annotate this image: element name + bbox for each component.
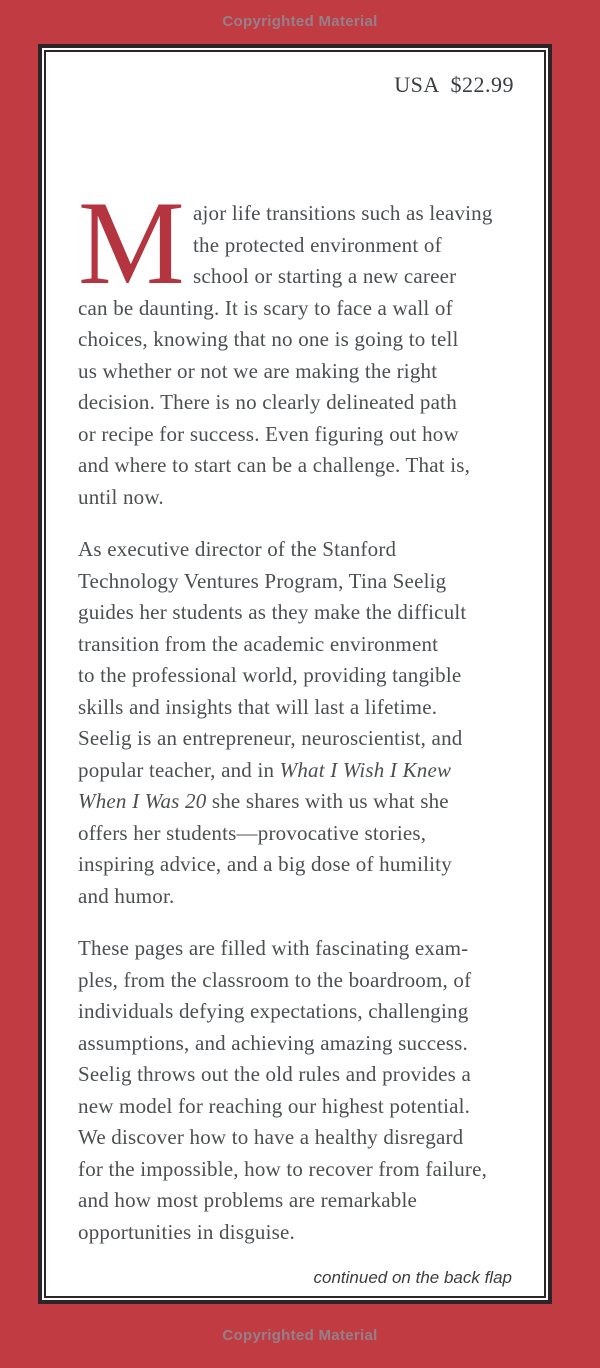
text-segment: and where to start can be a challenge. That is,: [78, 453, 471, 477]
text-segment: for the impossible, how to recover from failure,: [78, 1156, 488, 1181]
text-line: [78, 660, 530, 692]
text-segment: and how most problems are remarkable: [78, 1188, 418, 1212]
text-segment: or recipe for success. Even figuring out how: [78, 421, 459, 446]
text-line: [78, 818, 530, 850]
text-line: [78, 450, 530, 482]
text-segment: she shares with us what she: [206, 789, 449, 813]
text-segment: guides her students as they make the difficult: [78, 600, 467, 624]
text-segment: offers her students—provocative stories,: [78, 820, 427, 845]
paragraph: [78, 933, 530, 1248]
text-segment: Technology Ventures Program, Tina Seelig: [78, 568, 447, 593]
text-segment: What I Wish I Knew: [279, 757, 452, 782]
text-segment: skills and insights that will last a lifetime.: [78, 694, 438, 719]
text-segment: individuals defying expectations, challenging: [78, 999, 469, 1023]
text-line: [78, 1122, 530, 1154]
text-line: [78, 881, 530, 913]
text-segment: opportunities in disguise.: [78, 1219, 295, 1244]
text-line: [78, 324, 530, 356]
text-segment: These pages are filled with fascinating exam-: [78, 936, 469, 960]
text-segment: until now.: [78, 484, 164, 509]
copyright-notice-bottom: Copyrighted Material: [222, 1327, 378, 1344]
text-segment: to the professional world, providing tangible: [78, 663, 462, 687]
text-line: [78, 933, 530, 965]
text-line: [78, 356, 530, 388]
price-label: USA $22.99: [394, 72, 514, 97]
text-line: [78, 629, 530, 661]
text-segment: can be daunting. It is scary to face a wall of: [78, 295, 453, 320]
text-segment: new model for reaching our highest potential.: [78, 1093, 471, 1118]
text-line: [78, 534, 530, 566]
text-line: [78, 996, 530, 1028]
text-segment: transition from the academic environment: [78, 631, 439, 656]
text-line: [78, 1217, 530, 1249]
text-segment: assumptions, and achieving amazing success.: [78, 1030, 469, 1055]
text-line: [78, 692, 530, 724]
text-line: [78, 1185, 530, 1217]
text-line: [78, 1091, 530, 1123]
text-line: [78, 849, 530, 881]
continued-on-back-flap-note: continued on the back flap: [313, 1268, 512, 1287]
text-segment: Seelig is an entrepreneur, neuroscientist, and: [78, 726, 463, 750]
text-line: [78, 419, 530, 451]
text-line: [78, 755, 530, 787]
text-segment: choices, knowing that no one is going to tell: [78, 327, 459, 351]
text-segment: ples, from the classroom to the boardroom, of: [78, 967, 472, 992]
paragraph: [78, 534, 530, 912]
text-line: [78, 1059, 530, 1091]
flap-panel: [44, 50, 546, 1298]
flap-body-text: [78, 176, 530, 1248]
copyright-notice-top: Copyrighted Material: [222, 13, 378, 30]
text-segment: school or starting a new career: [193, 264, 457, 288]
text-line: [78, 723, 530, 755]
text-line: [78, 566, 530, 598]
text-segment: decision. There is no clearly delineated path: [78, 390, 457, 414]
text-segment: We discover how to have a healthy disregard: [78, 1125, 464, 1149]
text-segment: and humor.: [78, 883, 175, 908]
text-segment: When I Was 20: [78, 789, 207, 813]
text-segment: the protected environment of: [193, 232, 442, 257]
text-line: [78, 965, 530, 997]
text-segment: Seelig throws out the old rules and provides a: [78, 1062, 471, 1086]
text-line: [78, 597, 530, 629]
text-line: [78, 482, 530, 514]
text-segment: ajor life transitions such as leaving: [193, 201, 493, 225]
text-line: [78, 1154, 530, 1186]
text-segment: popular teacher, and in: [78, 757, 280, 782]
text-line: [78, 786, 530, 818]
text-line: [78, 1028, 530, 1060]
text-line: [78, 293, 530, 325]
drop-cap-letter: M: [78, 176, 185, 309]
flap-panel-border: [38, 44, 552, 1304]
text-segment: us whether or not we are making the right: [78, 358, 438, 383]
text-segment: As executive director of the Stanford: [78, 537, 397, 561]
text-line: [78, 387, 530, 419]
text-segment: inspiring advice, and a big dose of humility: [78, 852, 452, 876]
paragraph: [78, 176, 530, 513]
